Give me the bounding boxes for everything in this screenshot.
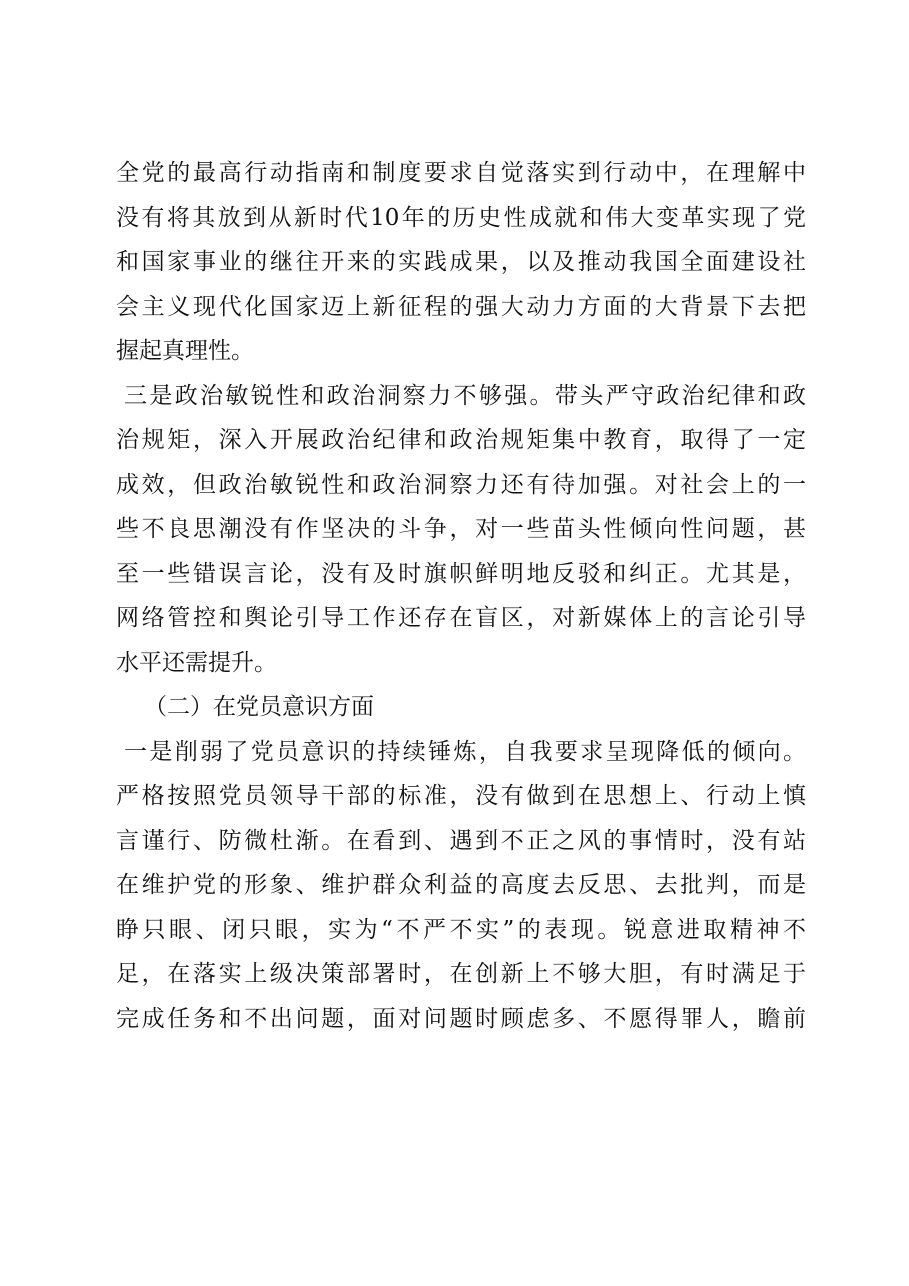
text-line: 完成任务和不出问题，面对问题时顾虑多、不愿得罪人，瞻前: [116, 1005, 806, 1032]
text-line: 治规矩，深入开展政治纪律和政治规矩集中教育，取得了一定: [116, 427, 806, 453]
text-line: 三是政治敏锐性和政治洞察力不够强。带头严守政治纪律和政: [124, 382, 806, 409]
text-line: 成效，但政治敏锐性和政治洞察力还有待加强。对社会上的一: [116, 471, 806, 498]
text-line: 在维护党的形象、维护群众利益的高度去反思、去批判，而是: [116, 872, 806, 898]
text-line: 一是削弱了党员意识的持续锤炼，自我要求呈现降低的倾向。: [124, 738, 806, 765]
text-line: 握起真理性。: [116, 338, 254, 364]
text-line: 全党的最高行动指南和制度要求自觉落实到行动中，在理解中: [116, 160, 806, 186]
text-line: 至一些错误言论，没有及时旗帜鲜明地反驳和纠正。尤其是，: [116, 560, 806, 587]
text-line: 睁只眼、闭只眼，实为“不严不实”的表现。锐意进取精神不: [116, 916, 806, 943]
text-line: 严格按照党员领导干部的标准，没有做到在思想上、行动上慎: [116, 783, 806, 809]
text-line: 足，在落实上级决策部署时，在创新上不够大胆，有时满足于: [116, 961, 806, 987]
text-line: 些不良思潮没有作坚决的斗争，对一些苗头性倾向性问题，甚: [116, 516, 806, 542]
text-line: 言谨行、防微杜渐。在看到、遇到不正之风的事情时，没有站: [116, 827, 806, 854]
text-line: 网络管控和舆论引导工作还存在盲区，对新媒体上的言论引导: [116, 605, 806, 631]
text-line: 水平还需提升。: [116, 649, 277, 676]
document-body: [116, 151, 806, 1041]
section-heading: （二）在党员意识方面: [144, 694, 374, 720]
text-line: 没有将其放到从新时代10年的历史性成就和伟大变革实现了党: [116, 204, 806, 231]
text-line: 和国家事业的继往开来的实践成果，以及推动我国全面建设社: [116, 249, 806, 275]
text-line: 会主义现代化国家迈上新征程的强大动力方面的大背景下去把: [116, 293, 806, 320]
